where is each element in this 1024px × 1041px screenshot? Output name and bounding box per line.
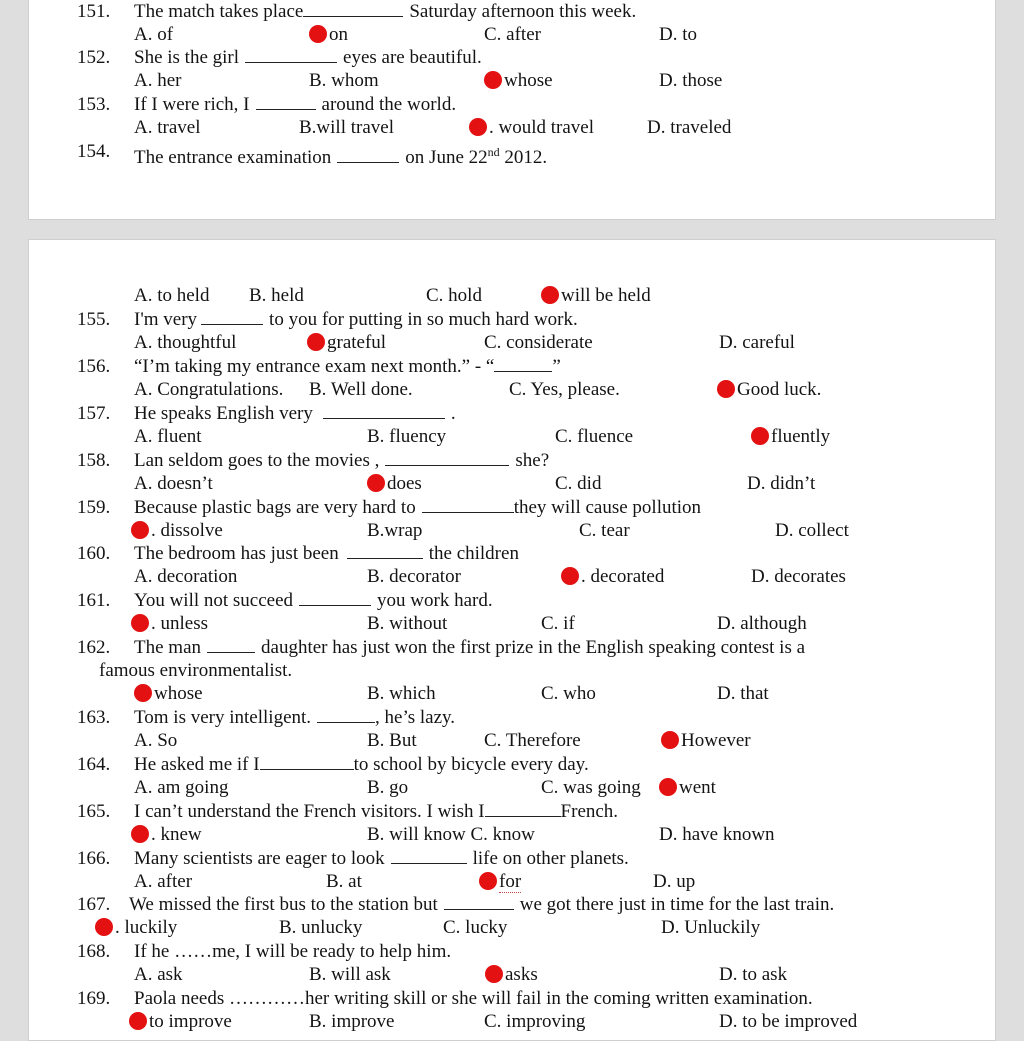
answer-mark (129, 1012, 147, 1030)
answer-blank (485, 801, 561, 817)
answer-blank (245, 47, 337, 63)
answer-blank (444, 894, 514, 910)
answer-blank (385, 450, 509, 466)
answer-blank (422, 497, 514, 513)
answer-mark (717, 380, 735, 398)
answer-mark (95, 918, 113, 936)
answer-mark (131, 521, 149, 539)
answer-mark (134, 684, 152, 702)
answer-mark (479, 872, 497, 890)
document-page-2: A. to held B. held C. hold will be held 155. I'm very to you for putting in so much hard work. A. thoughtful grateful C. considerate D. careful 156. “I’m taking my entrance exam next month.” - “ ” A. Congratulations. B. Well done. C. Yes, please. Good luck. 157. He speaks English very . A. fluent B. fluency C. fluence fluently 158. Lan seldom goes to the movies , she? A. doesn’t does C. did D. didn’t 159. Because plastic bags are very hard to they will cause pollution . dissolve B.wrap C. tear D. collect 160. The bedroom has just been the children A. decoration B. decorator . decorated D. decorates 161. You will not succeed you work hard. . unless B. without C. if D. although 162. The man daughter has just won the first prize in the English speaking contest is a famous environmentalist. whose B. which C. who D. that 163. Tom is very intelligent. , he’s lazy. A. So B. But C. Therefore However 164. He asked me if I to school by bicycle every day. A. am going B. go C. was going went 165. I can’t understand the French visitors. I wish I French. . knew B. will know C. know D. have known 166. Many scientists are eager to look life on other planets. A. after B. at for D. up 167. We missed the first bus to the station but we got there just in time for the last train. . luckily B. unlucky C. lucky D. Unluckily 168. If he ……me, I will be ready to help him. A. ask B. will ask asks D. to ask 169. Paola needs …………her writing skill or she will fail in the coming written examination. to improve B. improve C. improving D. to be improved (28, 239, 996, 1041)
answer-blank (201, 309, 263, 325)
answer-mark (484, 71, 502, 89)
answer-mark (661, 731, 679, 749)
answer-mark (131, 614, 149, 632)
document-page-1: 151. The match takes place Saturday afternoon this week. A. of on C. after D. to 152. She is the girl eyes are beautiful. A. her B. whom whose D. those 153. If I were rich, I around the world. A. travel B.will travel . would travel D. traveled 154. The entrance examination on June 22nd 2012. (28, 0, 996, 220)
answer-blank (260, 754, 354, 770)
question-number: 151. (77, 1, 111, 22)
answer-blank (391, 848, 467, 864)
answer-blank (303, 1, 403, 17)
answer-blank (256, 94, 316, 110)
answer-blank (207, 637, 255, 653)
answer-blank (317, 707, 375, 723)
answer-mark (561, 567, 579, 585)
answer-mark (751, 427, 769, 445)
answer-mark (131, 825, 149, 843)
answer-mark (469, 118, 487, 136)
answer-mark (367, 474, 385, 492)
answer-blank (337, 147, 399, 163)
answer-mark (485, 965, 503, 983)
answer-mark (307, 333, 325, 351)
answer-blank (347, 543, 423, 559)
answer-blank (299, 590, 371, 606)
answer-mark (659, 778, 677, 796)
answer-blank (494, 356, 552, 372)
answer-blank (323, 403, 445, 419)
answer-mark (309, 25, 327, 43)
answer-mark (541, 286, 559, 304)
